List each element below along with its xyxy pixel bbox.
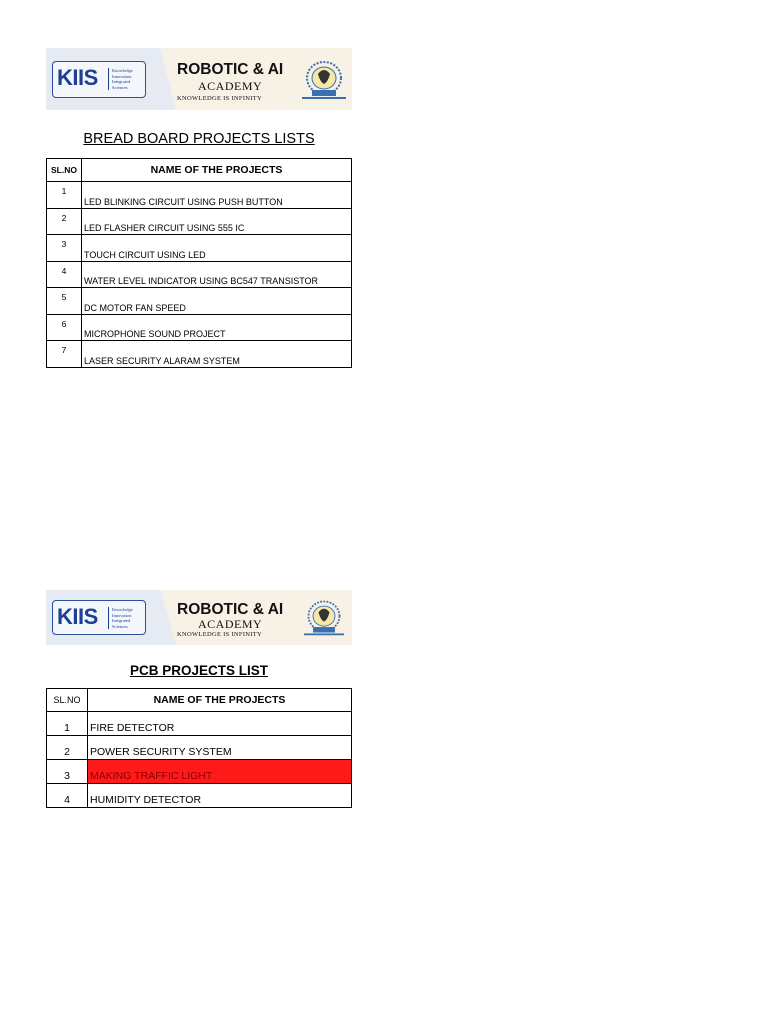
kiis-logo-tagline: Knowledge Innovation Integrated Sciences	[112, 68, 133, 90]
table-header-row	[47, 689, 352, 712]
row-slno: 4	[47, 261, 82, 288]
table-row	[47, 712, 352, 736]
row-project-name-highlighted: MAKING TRAFFIC LIGHT	[88, 760, 352, 784]
academy-subtitle: ACADEMY	[198, 617, 263, 631]
row-project-name: LASER SECURITY ALARAM SYSTEM	[82, 341, 352, 368]
header-banner	[46, 48, 352, 110]
kiis-logo-tagline: Knowledge Innovation Integrated Sciences	[112, 607, 133, 629]
table-row	[47, 235, 352, 262]
kiis-logo-text: KIIS	[57, 65, 98, 90]
table-row	[47, 760, 352, 784]
row-project-name: POWER SECURITY SYSTEM	[88, 736, 352, 760]
academy-seal-icon	[298, 596, 350, 638]
table-row	[47, 341, 352, 368]
pcb-projects-table	[46, 688, 352, 808]
pcb-title: PCB PROJECTS LIST	[129, 663, 269, 678]
row-slno: 5	[47, 288, 82, 315]
row-slno: 6	[47, 314, 82, 341]
row-slno: 7	[47, 341, 82, 368]
row-project-name: TOUCH CIRCUIT USING LED	[82, 235, 352, 262]
column-header-name: NAME OF THE PROJECTS	[88, 689, 352, 712]
table-row	[47, 208, 352, 235]
academy-title: ROBOTIC & AI	[177, 61, 284, 78]
row-slno: 1	[47, 182, 82, 209]
table-row	[47, 288, 352, 315]
kiis-logo	[52, 61, 146, 98]
row-slno: 1	[47, 712, 88, 736]
breadboard-title: BREAD BOARD PROJECTS LISTS	[83, 131, 315, 147]
column-header-slno: SL.NO	[47, 689, 88, 712]
column-header-slno: SL.NO	[47, 159, 82, 182]
academy-tagline: KNOWLEDGE IS INFINITY	[177, 631, 263, 638]
table-row	[47, 261, 352, 288]
academy-seal-icon	[298, 56, 350, 102]
breadboard-projects-table	[46, 158, 352, 368]
kiis-logo	[52, 600, 146, 635]
row-project-name: MICROPHONE SOUND PROJECT	[82, 314, 352, 341]
row-project-name: FIRE DETECTOR	[88, 712, 352, 736]
row-slno: 3	[47, 760, 88, 784]
academy-subtitle: ACADEMY	[198, 79, 263, 93]
row-slno: 2	[47, 208, 82, 235]
table-row	[47, 314, 352, 341]
column-header-name: NAME OF THE PROJECTS	[82, 159, 352, 182]
row-project-name: LED BLINKING CIRCUIT USING PUSH BUTTON	[82, 182, 352, 209]
row-slno: 3	[47, 235, 82, 262]
row-project-name: HUMIDITY DETECTOR	[88, 784, 352, 808]
table-header-row	[47, 159, 352, 182]
table-row	[47, 736, 352, 760]
row-project-name: LED FLASHER CIRCUIT USING 555 IC	[82, 208, 352, 235]
kiis-logo-text: KIIS	[57, 604, 98, 629]
header-banner	[46, 590, 352, 645]
row-slno: 2	[47, 736, 88, 760]
academy-tagline: KNOWLEDGE IS INFINITY	[177, 95, 263, 102]
row-slno: 4	[47, 784, 88, 808]
academy-title: ROBOTIC & AI	[177, 601, 284, 618]
row-project-name: DC MOTOR FAN SPEED	[82, 288, 352, 315]
table-row	[47, 784, 352, 808]
table-row	[47, 182, 352, 209]
row-project-name: WATER LEVEL INDICATOR USING BC547 TRANSISTOR	[82, 261, 352, 288]
